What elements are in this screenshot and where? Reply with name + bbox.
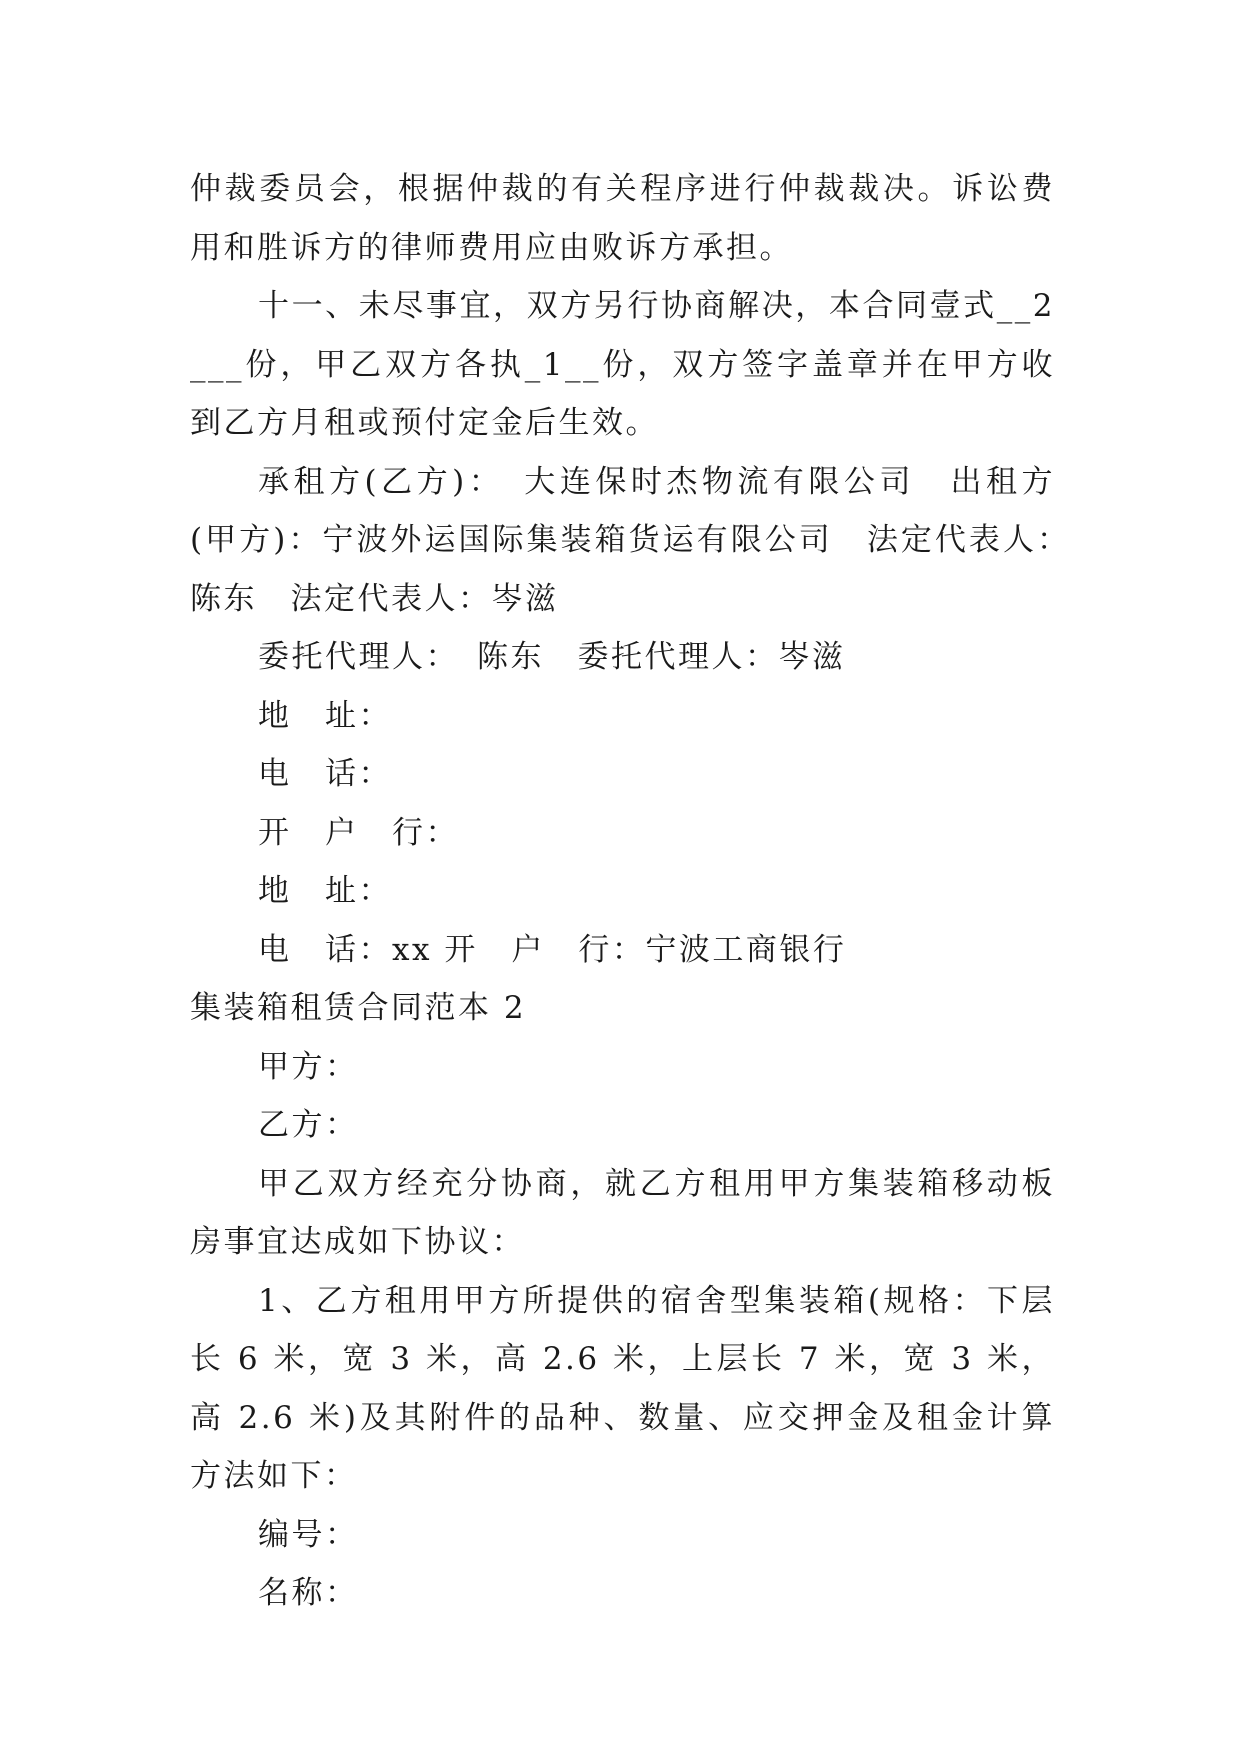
field-name: 名称： [258,1575,359,1611]
paragraph-parties-signature: 承租方(乙方)： 大连保时杰物流有限公司 出租方(甲方)：宁波外运国际集装箱货运有限公司 法定代表人： 陈东 法定代表人：岑滋 [190,463,1089,617]
section-heading-template-2: 集装箱租赁合同范本 2 [190,990,527,1026]
field-address-2: 地 址： [258,873,392,909]
field-number: 编号： [258,1516,359,1553]
paragraph-clause-eleven: 十一、未尽事宜，双方另行协商解决，本合同壹式__2___份，甲乙双方各执_1__份，双方签字盖章并在甲方收到乙方月租或预付定金后生效。 [190,288,1055,441]
field-phone-bank-2: 电 话：xx 开 户 行：宁波工商银行 [258,931,847,968]
field-bank-1: 开 户 行： [258,814,459,851]
field-party-a: 甲方： [258,1048,359,1085]
paragraph-arbitration-continued: 仲裁委员会，根据仲裁的有关程序进行仲裁裁决。诉讼费用和胜诉方的律师费用应由败诉方承担。 [190,171,1055,266]
document-body [190,160,1089,1623]
field-party-b: 乙方： [258,1107,359,1143]
field-phone-1: 电 话： [258,756,392,792]
paragraph-agents: 委托代理人： 陈东 委托代理人：岑滋 [258,639,846,675]
paragraph-clause-one: 1、乙方租用甲方所提供的宿舍型集装箱(规格：下层长 6 米，宽 3 米，高 2.6 米，上层长 7 米，宽 3 米，高 2.6 米)及其附件的品种、数量、应交押金及租金计算方法如下： [190,1282,1055,1494]
field-address-1: 地 址： [258,697,392,734]
paragraph-agreement-intro: 甲乙双方经充分协商，就乙方租用甲方集装箱移动板房事宜达成如下协议： [190,1165,1055,1260]
